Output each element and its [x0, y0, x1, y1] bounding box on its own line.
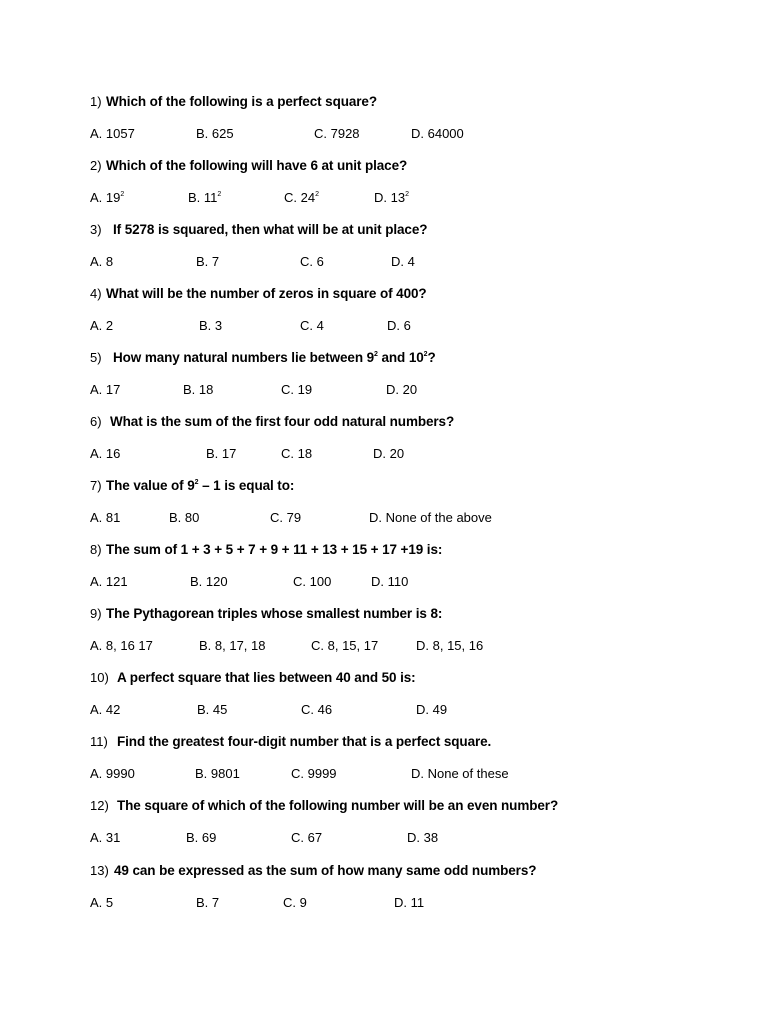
option-text: B. 11: [188, 190, 218, 205]
question-1-number: 1): [90, 94, 102, 109]
question-10-text: A perfect square that lies between 40 and 50 is:: [117, 670, 416, 685]
superscript: 2: [194, 478, 199, 486]
question-2-text: Which of the following will have 6 at unit place?: [106, 158, 408, 173]
question-9-option-a: A. 8, 16 17: [90, 638, 153, 653]
question-12-option-d: D. 38: [407, 830, 439, 845]
question-9-option-d: D. 8, 15, 16: [416, 638, 484, 653]
question-5-option-c: C. 19: [281, 382, 313, 397]
question-11-text: Find the greatest four-digit number that is a perfect square.: [117, 734, 492, 749]
question-2-option-c: [284, 190, 319, 206]
question-4-option-d: D. 6: [387, 318, 411, 333]
question-8-option-b: B. 120: [190, 574, 228, 589]
question-11-number: 11): [90, 734, 108, 749]
question-9-option-c: C. 8, 15, 17: [311, 638, 379, 653]
question-3-option-c: C. 6: [300, 254, 324, 269]
text-fragment: and 10: [377, 350, 424, 365]
question-2-option-b: [188, 190, 221, 206]
question-7-text: [106, 478, 294, 494]
question-1-option-a: A. 1057: [90, 126, 135, 141]
question-8-option-a: A. 121: [90, 574, 128, 589]
question-13-text: 49 can be expressed as the sum of how many same odd numbers?: [114, 863, 537, 878]
question-6-option-b: B. 17: [206, 446, 237, 461]
question-9-option-b: B. 8, 17, 18: [199, 638, 266, 653]
question-10-number: 10): [90, 670, 109, 685]
question-6-option-a: A. 16: [90, 446, 121, 461]
question-3-text: If 5278 is squared, then what will be at unit place?: [113, 222, 428, 237]
question-6-text: What is the sum of the first four odd natural numbers?: [110, 414, 455, 429]
question-4-option-c: C. 4: [300, 318, 324, 333]
question-3-number: 3): [90, 222, 102, 237]
question-7-option-d: D. None of the above: [369, 510, 492, 525]
question-9-text: The Pythagorean triples whose smallest number is 8:: [106, 606, 443, 621]
option-text: A. 19: [90, 190, 121, 205]
question-11-option-d: D. None of these: [411, 766, 509, 781]
question-2-option-d: [374, 190, 409, 206]
question-1-option-c: C. 7928: [314, 126, 360, 141]
question-7-number: 7): [90, 478, 102, 493]
question-10-option-a: A. 42: [90, 702, 121, 717]
question-12-option-b: B. 69: [186, 830, 217, 845]
question-5-option-a: A. 17: [90, 382, 121, 397]
question-13-option-a: A. 5: [90, 895, 114, 910]
superscript: 2: [315, 190, 319, 198]
question-10-option-c: C. 46: [301, 702, 333, 717]
question-6-number: 6): [90, 414, 102, 429]
question-8-number: 8): [90, 542, 102, 557]
question-5-option-b: B. 18: [183, 382, 214, 397]
question-13-option-b: B. 7: [196, 895, 220, 910]
text-fragment: The value of 9: [106, 478, 195, 493]
question-7-option-c: C. 79: [270, 510, 302, 525]
question-4-option-b: B. 3: [199, 318, 223, 333]
question-10-option-d: D. 49: [416, 702, 448, 717]
question-11-option-c: C. 9999: [291, 766, 337, 781]
question-3-option-b: B. 7: [196, 254, 220, 269]
question-12-number: 12): [90, 798, 109, 813]
question-6-option-d: D. 20: [373, 446, 405, 461]
question-12-option-a: A. 31: [90, 830, 121, 845]
question-5-number: 5): [90, 350, 102, 365]
question-11-option-a: A. 9990: [90, 766, 135, 781]
question-13-number: 13): [90, 863, 109, 878]
question-8-option-d: D. 110: [371, 574, 409, 589]
question-2-number: 2): [90, 158, 102, 173]
question-7-option-a: A. 81: [90, 510, 121, 525]
question-3-option-a: A. 8: [90, 254, 114, 269]
superscript: 2: [405, 190, 409, 198]
option-text: D. 13: [374, 190, 406, 205]
superscript: 2: [217, 190, 222, 198]
question-4-number: 4): [90, 286, 102, 301]
question-12-option-c: C. 67: [291, 830, 323, 845]
question-7-option-b: B. 80: [169, 510, 200, 525]
question-1-option-d: D. 64000: [411, 126, 464, 141]
question-5-text: [113, 350, 436, 366]
question-13-option-d: D. 11: [394, 895, 425, 910]
question-9-number: 9): [90, 606, 102, 621]
question-5-option-d: D. 20: [386, 382, 418, 397]
question-4-text: What will be the number of zeros in square of 400?: [106, 286, 427, 301]
text-fragment: How many natural numbers lie between 9: [113, 350, 375, 365]
superscript: 2: [374, 350, 378, 358]
question-10-option-b: B. 45: [197, 702, 228, 717]
question-13-option-c: C. 9: [283, 895, 307, 910]
question-2-option-a: [90, 190, 124, 206]
question-4-option-a: A. 2: [90, 318, 114, 333]
question-1-option-b: B. 625: [196, 126, 234, 141]
question-3-option-d: D. 4: [391, 254, 415, 269]
text-fragment: ?: [427, 350, 436, 365]
question-6-option-c: C. 18: [281, 446, 313, 461]
question-11-option-b: B. 9801: [195, 766, 240, 781]
superscript: 2: [120, 190, 125, 198]
text-fragment: – 1 is equal to:: [198, 478, 295, 493]
question-1-text: Which of the following is a perfect square?: [106, 94, 377, 109]
superscript: 2: [423, 350, 428, 358]
question-8-option-c: C. 100: [293, 574, 332, 589]
question-8-text: The sum of 1 + 3 + 5 + 7 + 9 + 11 + 13 + 15 + 17 +19 is:: [106, 542, 443, 557]
question-12-text: The square of which of the following number will be an even number?: [117, 798, 559, 813]
option-text: C. 24: [284, 190, 316, 205]
